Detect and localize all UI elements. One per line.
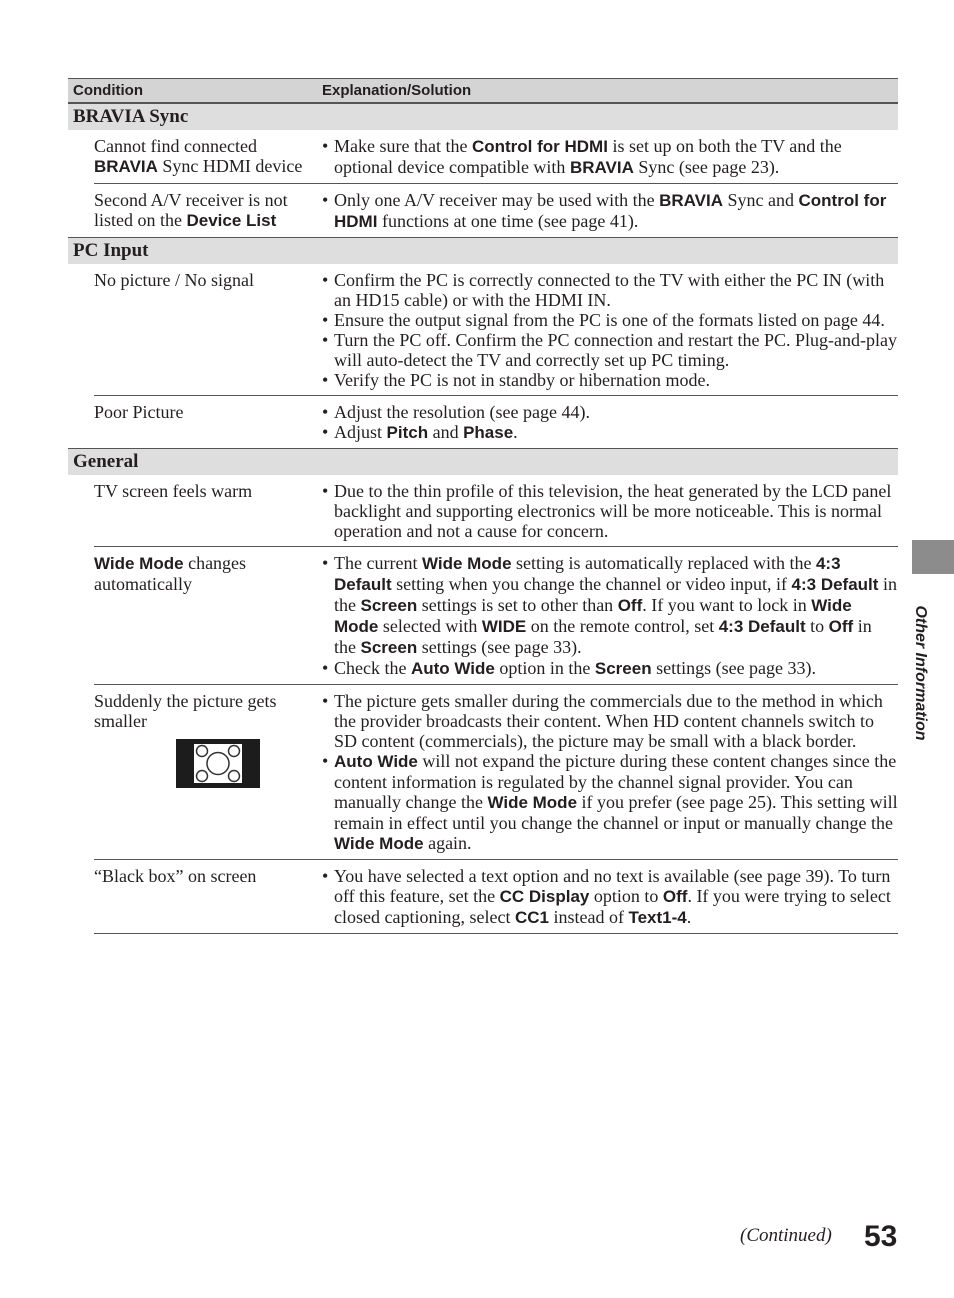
table-row	[94, 546, 898, 684]
bold-term: CC1	[514, 908, 549, 927]
bullet-item	[322, 751, 898, 854]
text-run: in the	[334, 616, 872, 657]
bold-term: Pitch	[386, 423, 429, 442]
text-run: Verify the PC is not in standby or hibernation mode.	[334, 370, 710, 390]
text-run: changes automatically	[94, 553, 247, 594]
troubleshooting-table	[68, 78, 898, 934]
bullet-item	[322, 553, 898, 658]
condition-text	[94, 481, 322, 501]
bullet-item	[322, 866, 898, 928]
text-run: Adjust the resolution (see page 44).	[334, 402, 590, 422]
bold-term: Screen	[594, 659, 652, 678]
bold-term: Auto Wide	[334, 752, 418, 771]
bold-term: Auto Wide	[410, 659, 495, 678]
condition-text	[94, 270, 322, 290]
condition-text	[94, 553, 322, 594]
text-run: again.	[423, 833, 472, 853]
bold-term: Off	[828, 617, 854, 636]
text-run: on the remote control, set	[526, 616, 719, 636]
text-run: functions at one time (see page 41).	[377, 211, 639, 231]
text-run: selected with	[378, 616, 482, 636]
section-heading: General	[68, 448, 898, 475]
bold-term: Control for HDMI	[471, 137, 608, 156]
explanation-cell	[322, 270, 898, 390]
bold-term: BRAVIA	[94, 157, 158, 176]
text-run: Suddenly the picture gets smaller	[94, 691, 277, 731]
text-run: Confirm the PC is correctly connected to the TV with either the PC IN (with an HD15 cable) or with the HDMI IN.	[334, 270, 885, 310]
text-run: Cannot find connected	[94, 136, 257, 156]
table-row	[94, 130, 898, 183]
bullet-item	[322, 481, 898, 541]
text-run: option to	[589, 886, 663, 906]
condition-text	[94, 190, 322, 231]
bullet-item	[322, 330, 898, 370]
text-run: Poor Picture	[94, 402, 184, 422]
text-run: Adjust	[334, 422, 387, 442]
text-run: .	[513, 422, 518, 442]
explanation-cell	[322, 136, 898, 178]
bold-term: CC Display	[499, 887, 590, 906]
table-row	[94, 264, 898, 395]
text-run: and	[428, 422, 464, 442]
text-run: if you prefer (see page 25). This setting will remain in effect until you change the channel or input or manually change the	[334, 792, 898, 833]
explanation-cell	[322, 691, 898, 854]
bold-term: Wide Mode	[94, 554, 184, 573]
text-run: settings (see page 33).	[651, 658, 817, 678]
side-tab-label: Other Information	[912, 605, 929, 741]
bold-term: BRAVIA	[569, 158, 634, 177]
table-end-rule	[94, 933, 898, 934]
text-run: in the	[334, 574, 897, 615]
text-run: is set up on both the TV and the optional device compatible with	[334, 136, 842, 177]
table-row	[94, 475, 898, 546]
text-run: setting when you change the channel or video input, if	[391, 574, 792, 594]
condition-cell	[94, 553, 322, 679]
table-row	[94, 684, 898, 859]
bold-term: Wide Mode	[334, 596, 852, 636]
text-run: Sync and	[723, 190, 799, 210]
bullet-item	[322, 190, 898, 232]
text-run: Make sure that the	[334, 136, 472, 156]
bold-term: 4:3 Default	[718, 617, 806, 636]
bold-term: Screen	[360, 638, 418, 657]
table-row	[94, 395, 898, 448]
condition-cell	[94, 190, 322, 232]
bold-term: Screen	[360, 596, 418, 615]
text-run: The picture gets smaller during the commercials due to the method in which the provider broadcasts their content. When HD content channels switch to SD content (commercials), the picture may be small with a black border.	[334, 691, 883, 751]
condition-cell	[94, 481, 322, 541]
page-number: 53	[864, 1220, 898, 1253]
text-run: “Black box” on screen	[94, 866, 257, 886]
condition-text	[94, 866, 322, 886]
text-run: .	[686, 907, 692, 927]
text-run: instead of	[548, 907, 629, 927]
bold-term: Device List	[186, 211, 277, 230]
bold-term: Off	[617, 596, 643, 615]
condition-cell	[94, 270, 322, 390]
section-heading: BRAVIA Sync	[68, 103, 898, 130]
condition-text	[94, 691, 322, 731]
header-explanation: Explanation/Solution	[322, 82, 472, 99]
bold-term: WIDE	[481, 617, 527, 636]
condition-cell	[94, 866, 322, 928]
text-run: TV screen feels warm	[94, 481, 253, 501]
bold-term: 4:3 Default	[791, 575, 879, 594]
table-row	[94, 859, 898, 933]
text-run: Ensure the output signal from the PC is one of the formats listed on page 44.	[334, 310, 885, 330]
text-run: Sync HDMI device	[157, 156, 303, 176]
bold-term: Wide Mode	[487, 793, 578, 812]
bold-term: Off	[662, 887, 688, 906]
explanation-cell	[322, 553, 898, 679]
bullet-item	[322, 422, 898, 443]
table-body	[68, 103, 898, 933]
table-row	[94, 183, 898, 237]
bullet-item	[322, 270, 898, 310]
text-run: Check the	[334, 658, 411, 678]
explanation-cell	[322, 402, 898, 443]
table-header	[68, 78, 898, 103]
text-run: The current	[334, 553, 422, 573]
black-border-screen-icon	[176, 739, 260, 788]
bullet-item	[322, 136, 898, 178]
text-run: Second A/V receiver is not listed on the	[94, 190, 288, 230]
bold-term: Wide Mode	[334, 834, 424, 853]
text-run: settings is set to other than	[417, 595, 618, 615]
explanation-cell	[322, 866, 898, 928]
text-run: will not expand the picture during these content changes since the content information is regulated by the channel signal provider. You can manually change the	[334, 751, 897, 812]
bold-term: 4:3 Default	[334, 554, 841, 594]
condition-text	[94, 136, 322, 177]
condition-text	[94, 402, 322, 422]
header-condition: Condition	[73, 82, 143, 99]
bold-term: Wide Mode	[421, 554, 512, 573]
text-run: Only one A/V receiver may be used with the	[334, 190, 660, 210]
condition-cell	[94, 402, 322, 443]
bold-term: Text1-4	[628, 908, 687, 927]
bold-term: BRAVIA	[659, 191, 724, 210]
text-run: to	[805, 616, 829, 636]
continued-label: (Continued)	[740, 1225, 832, 1246]
text-run: . If you were trying to select closed captioning, select	[334, 886, 891, 927]
bullet-item	[322, 310, 898, 330]
text-run: No picture / No signal	[94, 270, 254, 290]
condition-cell	[94, 136, 322, 178]
bullet-item	[322, 370, 898, 390]
text-run: settings (see page 33).	[417, 637, 582, 657]
bold-term: Phase	[463, 423, 514, 442]
text-run: option in the	[494, 658, 595, 678]
bullet-item	[322, 402, 898, 422]
text-run: Turn the PC off. Confirm the PC connection and restart the PC. Plug-and-play will auto-detect the TV and correctly set up PC timing.	[334, 330, 897, 370]
text-run: You have selected a text option and no text is available (see page 39). To turn off this feature, set the	[334, 866, 891, 906]
bullet-item	[322, 691, 898, 751]
text-run: Due to the thin profile of this television, the heat generated by the LCD panel backlight and supporting electronics will be more noticeable. This is normal operation and not a cause for concern.	[334, 481, 892, 541]
text-run: . If you want to lock in	[642, 595, 812, 615]
explanation-cell	[322, 481, 898, 541]
side-tab-marker	[912, 540, 954, 574]
explanation-cell	[322, 190, 898, 232]
condition-cell	[94, 691, 322, 854]
bullet-item	[322, 658, 898, 679]
text-run: Sync (see page 23).	[633, 157, 780, 177]
section-heading: PC Input	[68, 237, 898, 264]
bold-term: Control for HDMI	[334, 191, 887, 231]
text-run: setting is automatically replaced with the	[511, 553, 816, 573]
